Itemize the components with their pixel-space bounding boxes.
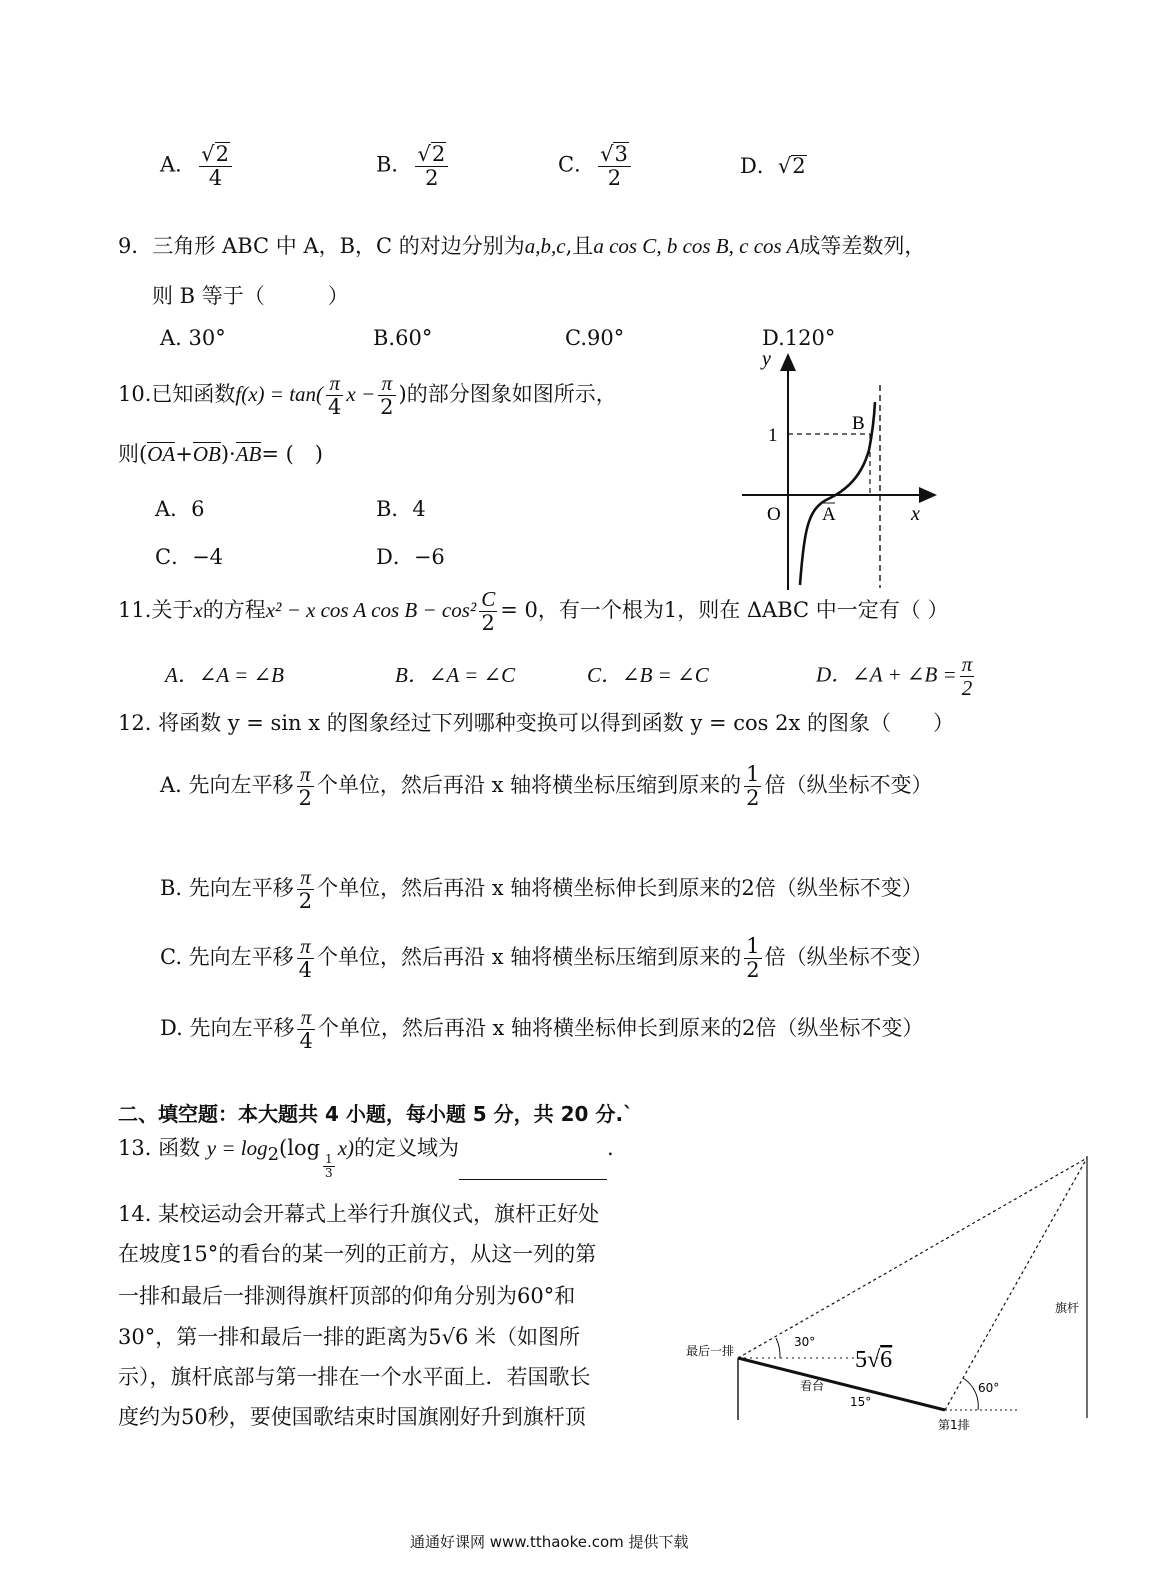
- q10-tick-one-label: 1: [768, 425, 778, 446]
- q13-log-base: $\frac{1}{3}$: [325, 1151, 333, 1180]
- q10-option-b: B．4: [376, 497, 426, 521]
- q14-angle-60-arc: [963, 1378, 978, 1410]
- q11-option-a: A．∠A = ∠B: [165, 663, 284, 687]
- q10-origin-label: O: [767, 504, 781, 525]
- q12-option-c: C. 先向左平移 $\frac{\pi}{4}$ 个单位，然后再沿 x 轴将横坐标压缩到原来的 $\frac{1}{2}$ 倍（纵坐标不变）: [160, 934, 933, 983]
- q14-figure: [680, 1150, 1120, 1440]
- q10-option-c: C．−4: [155, 545, 224, 569]
- q11-d-fraction: $\frac{\pi}{2}$: [961, 652, 973, 701]
- q13-stem: 13. 函数 $y = \log_2(\log$ $\frac{1}{3}$ x)的定义域为 .: [118, 1136, 614, 1180]
- q10-point-b-label: B: [852, 413, 865, 434]
- q12-c-ratio: $\frac{1}{2}$: [746, 934, 760, 983]
- q9-option-d: D.120°: [762, 326, 836, 350]
- q8-d-label: D．: [740, 154, 778, 178]
- q14-line-2: 在坡度15°的看台的某一列的正前方，从这一列的第: [118, 1242, 597, 1266]
- q14-angle-30-label: 30°: [794, 1335, 816, 1349]
- q12-option-b: B. 先向左平移 $\frac{\pi}{2}$ 个单位，然后再沿 x 轴将横坐标伸长到原来的2倍（纵坐标不变）: [160, 865, 923, 914]
- q14-line-6: 度约为50秒，要使国歌结束时国旗刚好升到旗杆顶: [118, 1405, 586, 1429]
- q11-option-d: D．∠A + ∠B = $\frac{\pi}{2}$: [816, 652, 973, 701]
- q14-sight-first-row: [945, 1158, 1087, 1410]
- q14-distance-label: 5√6: [855, 1347, 893, 1373]
- q10-question: 则(OA+OB)·AB= ( ): [118, 442, 324, 466]
- q14-line-4: 30°，第一排和最后一排的距离为5√6 米（如图所: [118, 1325, 580, 1349]
- q9-question: 则 B 等于（ ）: [152, 284, 349, 308]
- q10-frac1: $\frac{\pi}{4}$: [328, 371, 342, 420]
- page-footer: 通通好课网 www.tthaoke.com 提供下载: [410, 1533, 689, 1551]
- q14-line-3: 一排和最后一排测得旗杆顶部的仰角分别为60°和: [118, 1284, 576, 1308]
- q9-option-b: B.60°: [373, 326, 433, 350]
- q10-graph: [730, 340, 950, 600]
- q10-stem: 10.已知函数f(x) = tan( $\frac{\pi}{4}$ x − $\frac{\pi}{2}$ )的部分图象如图所示，: [118, 371, 617, 420]
- q8-a-label: A．: [160, 152, 197, 177]
- q14-first-row-label: 第1排: [938, 1418, 970, 1432]
- q11-fraction: $\frac{C}{2}$: [481, 587, 496, 636]
- q8-c-label: C．: [558, 152, 596, 177]
- q9-option-a: A. 30°: [160, 326, 226, 350]
- q14-angle-60-label: 60°: [978, 1381, 1000, 1395]
- q14-stand-label: 看台: [800, 1379, 825, 1393]
- q12-stem: 12. 将函数 y = sin x 的图象经过下列哪种变换可以得到函数 y = cos 2x 的图象（ ）: [118, 711, 954, 735]
- q11-stem: 11.关于x的方程x² − x cos A cos B − cos² $\frac{C}{2}$ = 0，有一个根为1，则在 ΔABC 中一定有（ ）: [118, 587, 949, 636]
- q9-stem: 9．三角形 ABC 中 A，B，C 的对边分别为a,b,c,且a cos C, b cos B, c cos A成等差数列，: [118, 234, 926, 258]
- q10-option-d: D．−6: [376, 545, 445, 569]
- q12-option-a: A. 先向左平移 $\frac{\pi}{2}$ 个单位，然后再沿 x 轴将横坐标压缩到原来的 $\frac{1}{2}$ 倍（纵坐标不变）: [160, 762, 933, 811]
- q14-sight-last-row: [738, 1158, 1087, 1358]
- q12-a-shift: $\frac{\pi}{2}$: [298, 762, 312, 811]
- q10-frac2: $\frac{\pi}{2}$: [380, 371, 394, 420]
- q14-line-5: 示），旗杆底部与第一排在一个水平面上．若国歌长: [118, 1365, 591, 1389]
- q10-option-a: A．6: [155, 497, 205, 521]
- q14-angle-30-arc: [776, 1338, 780, 1358]
- q10-x-label: x: [911, 503, 920, 525]
- q8-option-b: [376, 142, 451, 190]
- q13-answer-blank[interactable]: [459, 1161, 607, 1180]
- q12-d-shift: $\frac{\pi}{4}$: [299, 1005, 313, 1054]
- q12-option-d: D. 先向左平移 $\frac{\pi}{4}$ 个单位，然后再沿 x 轴将横坐标伸长到原来的2倍（纵坐标不变）: [160, 1005, 924, 1054]
- q14-pole-label: 旗杆: [1055, 1301, 1080, 1315]
- q12-c-shift: $\frac{\pi}{4}$: [298, 934, 313, 983]
- q8-a-fraction: $\frac{√2}{4}$: [199, 142, 232, 190]
- q8-option-c: [558, 142, 634, 190]
- q14-line-1: 14. 某校运动会开幕式上举行升旗仪式，旗杆正好处: [118, 1202, 600, 1226]
- q8-option-d: D．√2: [740, 154, 806, 178]
- q8-option-a: [160, 142, 235, 190]
- q14-angle-15-label: 15°: [850, 1395, 872, 1409]
- q8-b-label: B．: [376, 152, 413, 177]
- q9-option-c: C.90°: [565, 326, 625, 350]
- q14-stand-slope: [738, 1358, 945, 1410]
- q12-b-shift: $\frac{\pi}{2}$: [298, 865, 313, 914]
- q8-b-fraction: $\frac{√2}{2}$: [415, 142, 448, 190]
- q11-option-b: B．∠A = ∠C: [395, 663, 516, 687]
- q12-a-ratio: $\frac{1}{2}$: [746, 762, 760, 811]
- q14-last-row-label: 最后一排: [686, 1344, 735, 1358]
- q10-point-a-label: A: [822, 504, 836, 525]
- q8-c-fraction: $\frac{√3}{2}$: [598, 142, 631, 190]
- section2-heading: 二、填空题：本大题共 4 小题，每小题 5 分，共 20 分.`: [118, 1102, 634, 1126]
- q11-option-c: C．∠B = ∠C: [587, 663, 709, 687]
- q10-y-label: y: [762, 348, 771, 370]
